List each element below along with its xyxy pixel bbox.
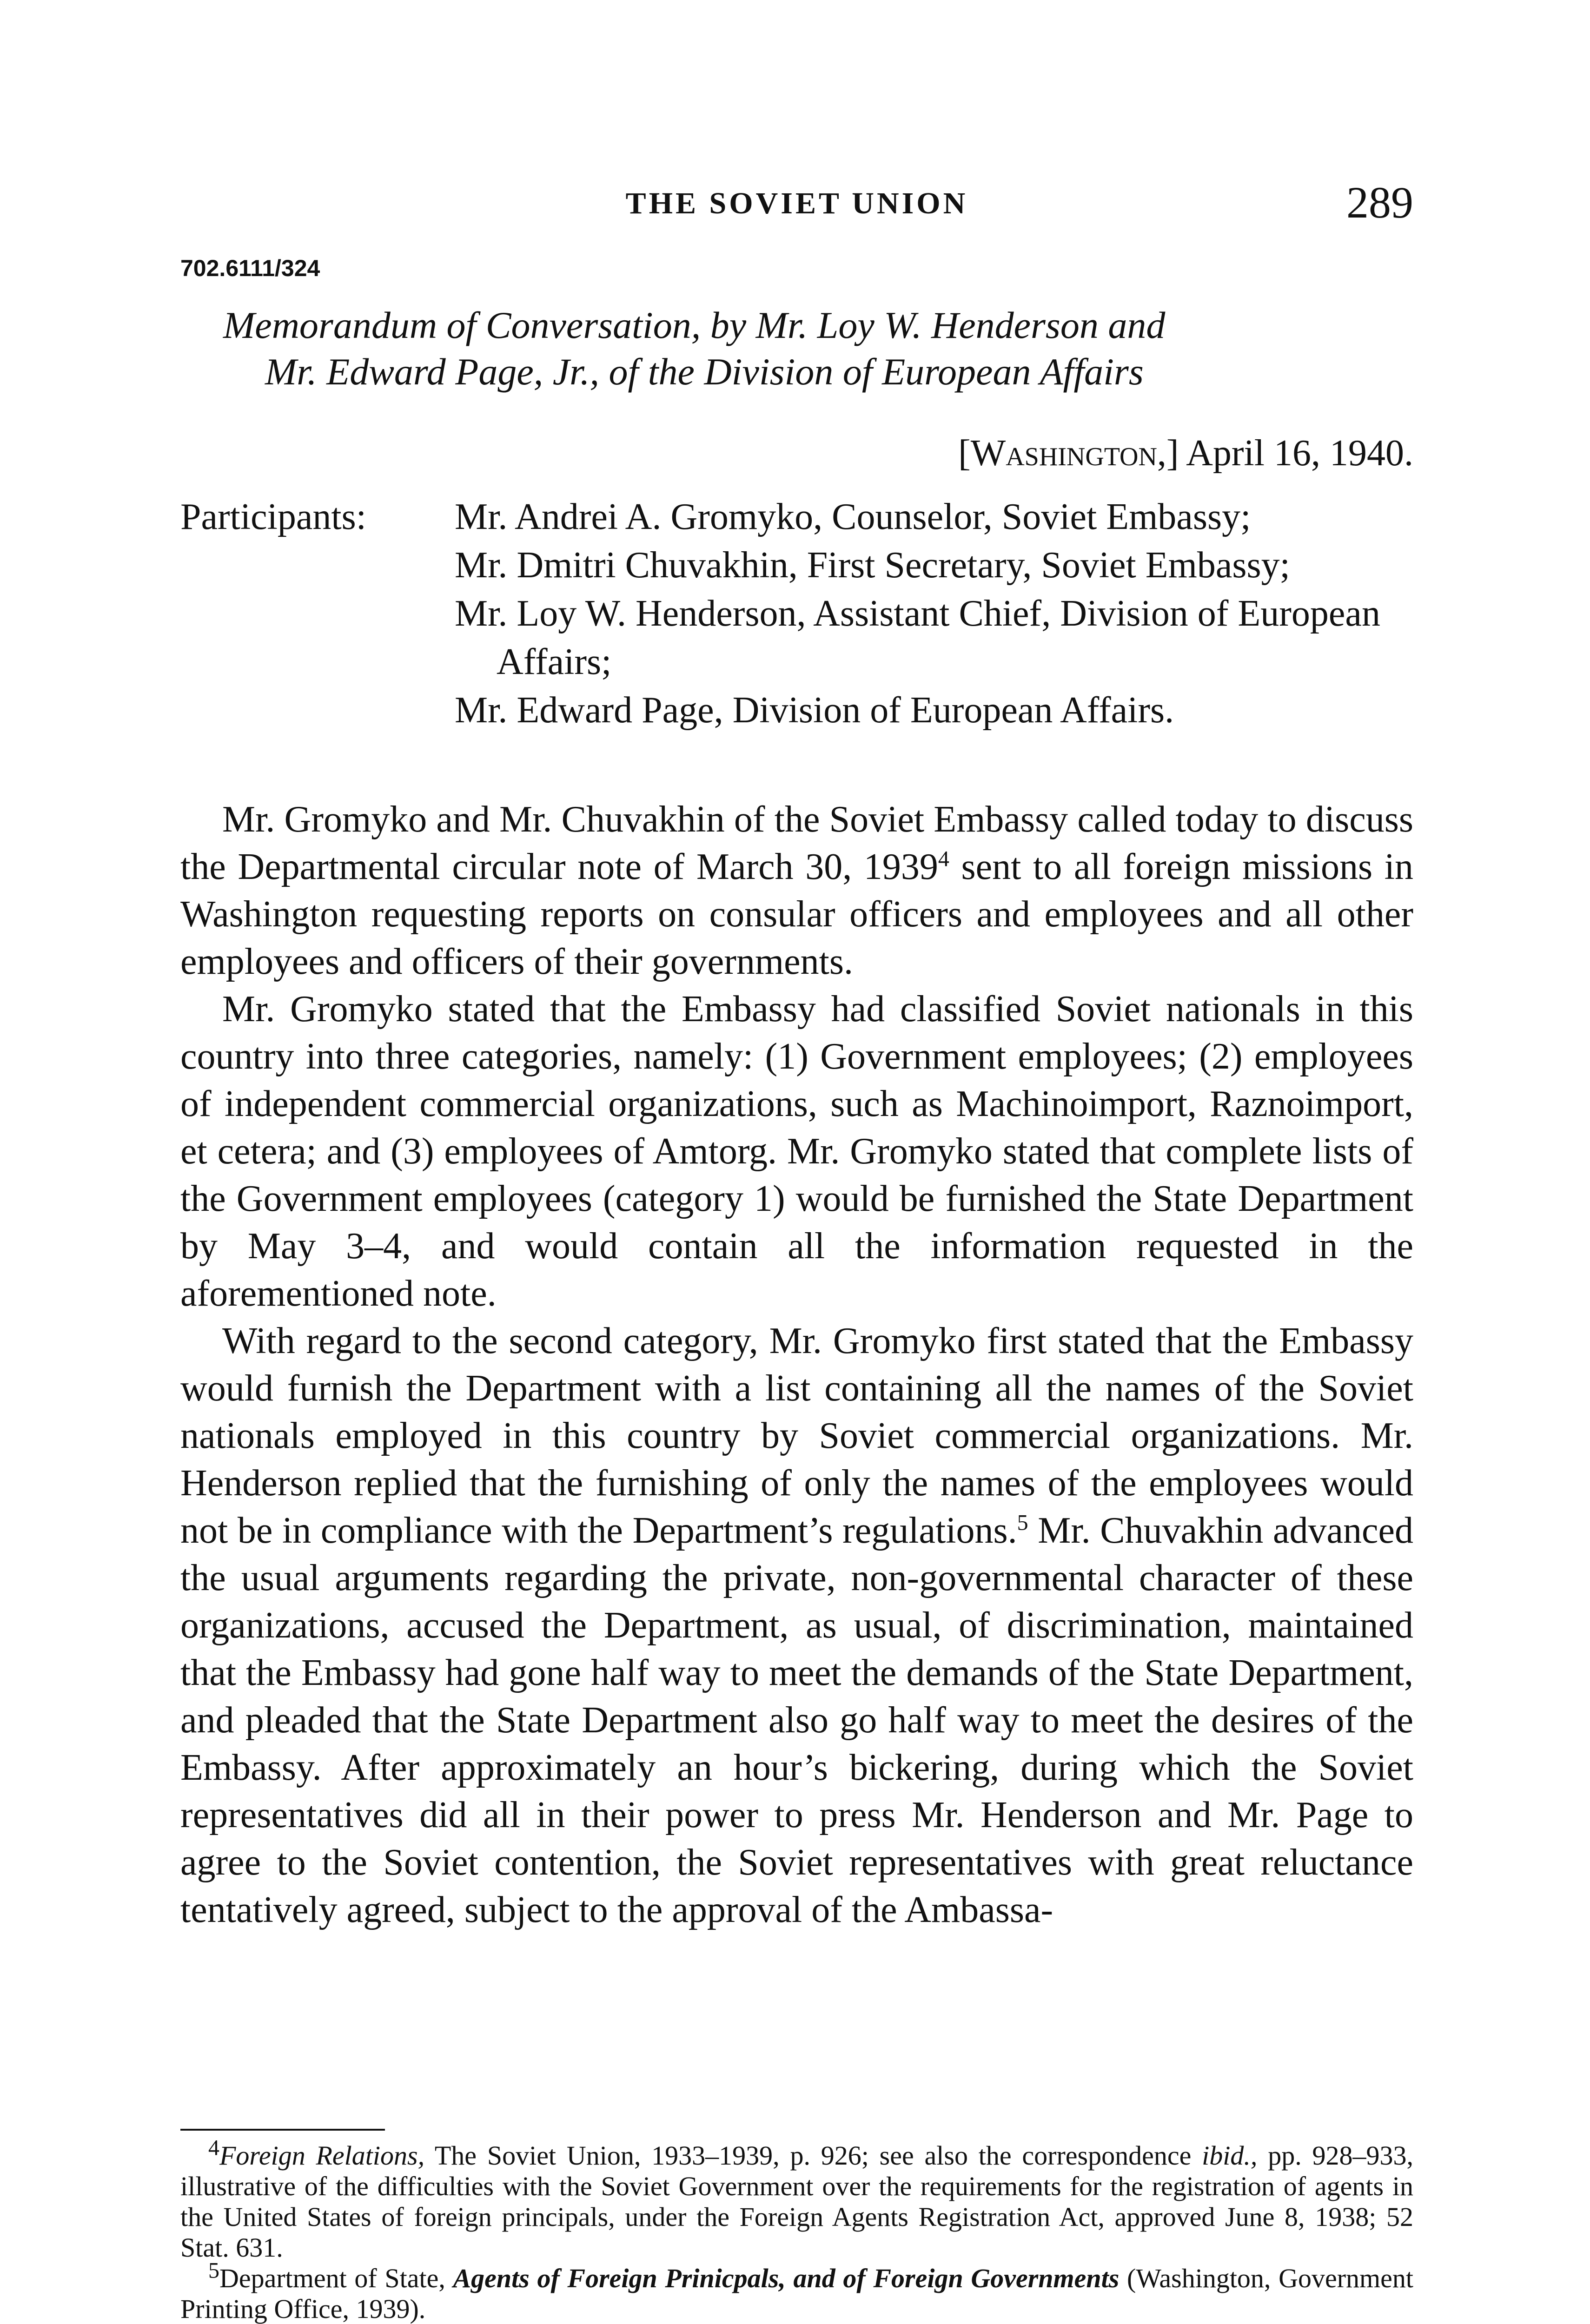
footnote-4 — [180, 2135, 1413, 2263]
page-number: 289 — [1346, 178, 1413, 227]
footnote-5 — [180, 2258, 1413, 2324]
footnote-ref-4: 4 — [938, 846, 949, 872]
participant-entry: Mr. Edward Page, Division of European Affairs. — [455, 690, 1174, 731]
dateline-date: April 16, 1940. — [1186, 433, 1413, 474]
title-line-2: Mr. Edward Page, Jr., of the Division of European Affairs — [265, 350, 1144, 393]
body-paragraph-1 — [180, 796, 1413, 985]
running-title: THE SOVIET UNION — [625, 186, 968, 220]
running-head — [180, 177, 1413, 232]
footnote-4-text-b: pp. 928–933, illustrative of the difficulties with the Soviet Government over the requirements for the registration of agents in the United States of foreign principals, under the Foreign Agents Registration Act, approved June 8, 1938; 52 Stat. 631. — [180, 2140, 1413, 2263]
footnote-4-italic: Foreign Relations, — [219, 2140, 425, 2171]
footnote-4-ibid: ibid., — [1202, 2140, 1258, 2171]
body-paragraph-2: Mr. Gromyko stated that the Embassy had classified Soviet nationals in this country into three categories, namely: (1) Government employees; (2) employees of independent commercial organizations, such as Machinoimport, Raznoimport, et cetera; and (3) employees of Amtorg. Mr. Gromyko stated that complete lists of the Government employees (category 1) would be furnished the State Department by May 3–4, and would contain all the information requested in the aforementioned note. — [180, 989, 1413, 1314]
footnote-5-text-a: Department of State, — [219, 2263, 453, 2293]
participants-list — [455, 493, 1413, 734]
p1-text-a: Mr. Gromyko and Mr. Chuvakhin of the Soviet Embassy called today to discuss the Departmental circular note of March 30, 1939 — [180, 799, 1413, 887]
participants-label: Participants: — [180, 496, 366, 537]
participant-entry: Mr. Dmitri Chuvakhin, First Secretary, Soviet Embassy; — [455, 545, 1290, 586]
dateline-place: [Washington,] — [958, 433, 1179, 474]
body-paragraph-3 — [180, 1317, 1413, 1934]
footnote-5-mark: 5 — [208, 2258, 219, 2283]
document-title — [223, 302, 1413, 395]
footnote-5-text-b: (Washington, Government Printing Office, 1939). — [180, 2263, 1413, 2324]
dateline — [958, 432, 1413, 475]
footnote-ref-5: 5 — [1017, 1510, 1028, 1535]
footnote-4-text-a: The Soviet Union, 1933–1939, p. 926; see also the correspondence — [424, 2140, 1202, 2171]
participant-entry: Mr. Andrei A. Gromyko, Counselor, Soviet Embassy; — [455, 496, 1251, 537]
footnote-divider — [180, 2129, 385, 2131]
p3-text-b: Mr. Chuvakhin advanced the usual arguments regarding the private, non-governmental character of these organizations, accused the Department, as usual, of discrimination, maintained that the Embassy had gone half way to meet the demands of the State Department, and pleaded that the State Department also go half way to meet the desires of the Embassy. After approximately an hour’s bickering, during which the Soviet representatives did all in their power to press Mr. Henderson and Mr. Page to agree to the Soviet contention, the Soviet representatives with great reluctance tentatively agreed, subject to the approval of the Ambassa- — [180, 1510, 1414, 1930]
memorandum-body — [180, 796, 1413, 1934]
participant-entry: Mr. Loy W. Henderson, Assistant Chief, Division of European Affairs; — [455, 593, 1380, 682]
p3-text-a: With regard to the second category, Mr. Gromyko first stated that the Embassy would furnish the Department with a list containing all the names of the Soviet nationals employed in this country by Soviet commercial organizations. Mr. Henderson replied that the furnishing of only the names of the employees would not be in compliance with the Department’s regulations. — [180, 1320, 1413, 1551]
file-number: 702.6111/324 — [180, 255, 320, 281]
footnote-5-italic: Agents of Foreign Prinicpals, and of Foreign Governments — [453, 2263, 1120, 2293]
footnotes — [180, 2135, 1413, 2324]
p1-text-b: sent to all foreign missions in Washington requesting reports on consular officers and employees and all other employees and officers of their governments. — [180, 846, 1413, 982]
title-line-1: Memorandum of Conversation, by Mr. Loy W. Henderson and — [223, 304, 1166, 346]
footnote-4-mark: 4 — [208, 2135, 219, 2160]
